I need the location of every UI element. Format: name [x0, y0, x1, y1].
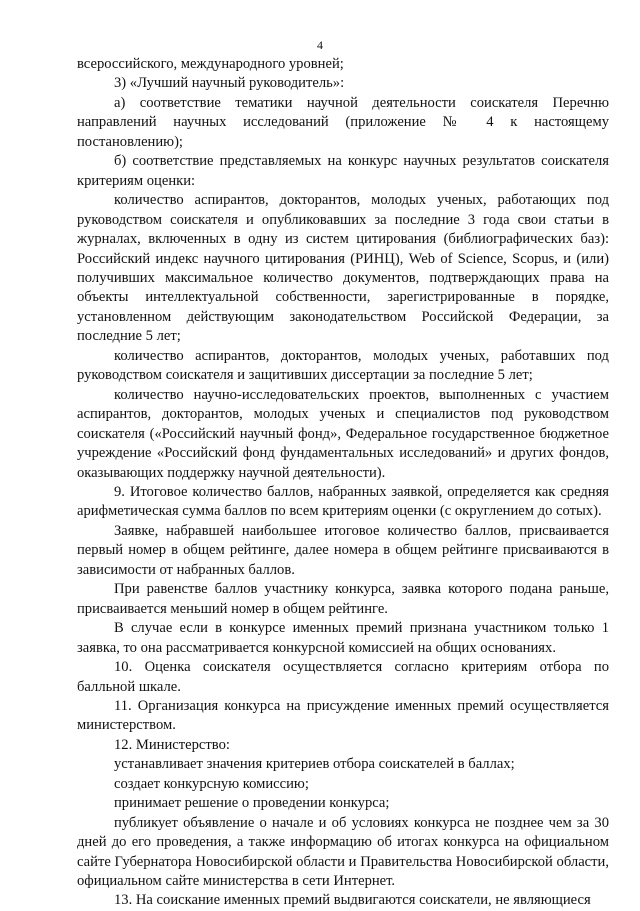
- paragraph: 12. Министерство:: [114, 736, 230, 753]
- paragraph: 13. На соискание именных премий выдвигаются соискатели, не являющиеся: [114, 892, 591, 909]
- paragraph: 9. Итоговое количество баллов, набранных заявкой, определяется как средняя арифметическая сумма баллов по всем критериям оценки (с округлением до сотых).: [77, 483, 609, 520]
- paragraph: устанавливает значения критериев отбора соискателей в баллах;: [114, 756, 515, 773]
- paragraph: количество аспирантов, докторантов, молодых ученых, работавших под руководством соискателя и защитивших диссертации за последние 5 лет;: [77, 347, 609, 384]
- paragraph: В случае если в конкурсе именных премий признана участником только 1 заявка, то она рассматривается конкурсной комиссией на общих основаниях.: [77, 620, 609, 656]
- paragraph: 3) «Лучший научный руководитель»:: [114, 75, 345, 92]
- paragraph: принимает решение о проведении конкурса;: [114, 795, 390, 812]
- document-body: [77, 55, 609, 911]
- paragraph: 10. Оценка соискателя осуществляется согласно критериям отбора по балльной шкале.: [77, 659, 609, 695]
- paragraph: б) соответствие представляемых на конкурс научных результатов соискателя критериям оценки:: [77, 153, 609, 189]
- paragraph: создает конкурсную комиссию;: [114, 775, 309, 792]
- paragraph: всероссийского, международного уровней;: [77, 56, 344, 72]
- page-number: 4: [317, 38, 323, 52]
- paragraph: 11. Организация конкурса на присуждение именных премий осуществляется министерством.: [77, 697, 609, 734]
- paragraph: количество научно-исследовательских проектов, выполненных с участием аспирантов, докторантов, молодых ученых и специалистов под руководством соискателя («Российский научный фонд», Федеральное государственное бюджетное учреждение «Российский фонд фундаментальных исследований» и других фондов, оказывающих поддержку научной деятельности).: [77, 386, 609, 481]
- paragraph: а) соответствие тематики научной деятельности соискателя Перечню направлений научных исследований (приложение № 4 к настоящему постановлению);: [77, 94, 609, 150]
- paragraph: При равенстве баллов участнику конкурса, заявка которого подана раньше, присваивается меньший номер в общем рейтинге.: [77, 581, 609, 617]
- paragraph: публикует объявление о начале и об условиях конкурса не позднее чем за 30 дней до его проведения, а также информацию об итогах конкурса на официальном сайте Губернатора Новосибирской области и Правительства Новосибирской области, официальном сайте министерства в сети Интернет.: [77, 814, 609, 890]
- paragraph: количество аспирантов, докторантов, молодых ученых, работающих под руководством соискателя и опубликовавших за последние 3 года свои статьи в журналах, включенных в одну из систем цитирования (библиографических баз): Российский индекс научного цитирования (РИНЦ), Web of Science, Scopus, и (или) получивших максимальное количество документов, подтверждающих права на объекты интеллектуальной собственности, зарегистрированные в порядке, установленном действующим законодательством Российской Федерации, за последние 5 лет;: [77, 192, 609, 345]
- paragraph: Заявке, набравшей наибольшее итоговое количество баллов, присваивается первый номер в общем рейтинге, далее номера в общем рейтинге присваиваются в зависимости от набранных баллов.: [77, 522, 609, 578]
